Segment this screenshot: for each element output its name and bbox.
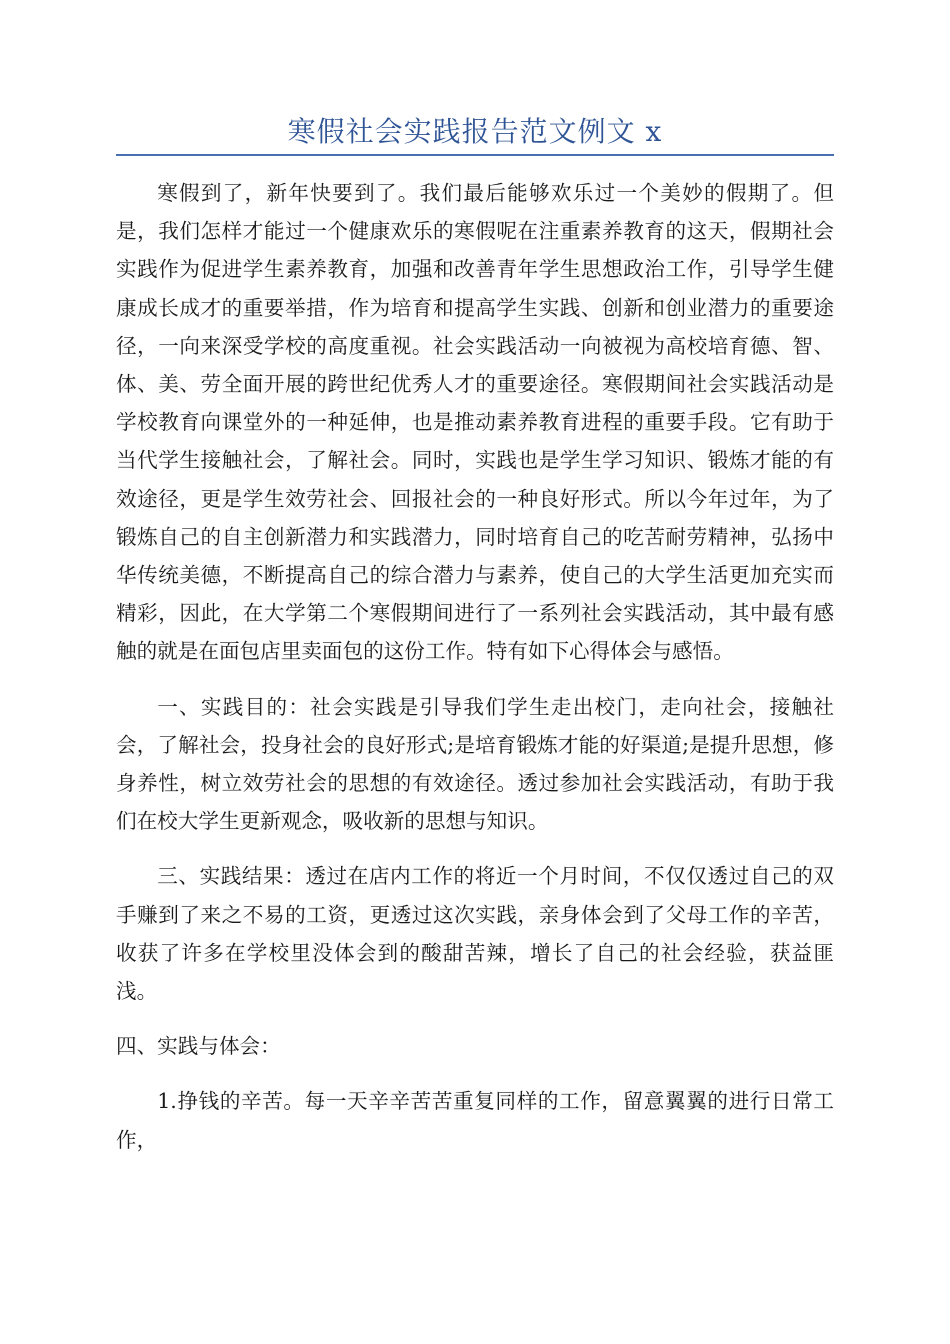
paragraph-results: 三、实践结果：透过在店内工作的将近一个月时间，不仅仅透过自己的双手赚到了来之不易的工资，更透过这次实践，亲身体会到了父母工作的辛苦，收获了许多在学校里没体会到的酸甜苦辣，增长了自己的社会经验，获益匪浅。 <box>116 864 834 1004</box>
document-title: 寒假社会实践报告范文例文 x <box>287 115 663 148</box>
title-underline <box>116 154 834 156</box>
paragraph-intro: 寒假到了，新年快要到了。我们最后能够欢乐过一个美妙的假期了。但是，我们怎样才能过一个健康欢乐的寒假呢在注重素养教育的这天，假期社会实践作为促进学生素养教育，加强和改善青年学生思想政治工作，引导学生健康成长成才的重要举措，作为培育和提高学生实践、创新和创业潜力的重要途径，一向来深受学校的高度重视。社会实践活动一向被视为高校培育德、智、体、美、劳全面开展的跨世纪优秀人才的重要途径。寒假期间社会实践活动是学校教育向课堂外的一种延伸，也是推动素养教育进程的重要手段。它有助于当代学生接触社会，了解社会。同时，实践也是学生学习知识、锻炼才能的有效途径，更是学生效劳社会、回报社会的一种良好形式。所以今年过年，为了锻炼自己的自主创新潜力和实践潜力，同时培育自己的吃苦耐劳精神，弘扬中华传统美德，不断提高自己的综合潜力与素养，使自己的大学生活更加充实而精彩，因此，在大学第二个寒假期间进行了一系列社会实践活动，其中最有感触的就是在面包店里卖面包的这份工作。特有如下心得体会与感悟。 <box>116 181 834 664</box>
document-body <box>116 174 834 1159</box>
section-heading-experience: 四、实践与体会： <box>116 1034 281 1059</box>
paragraph-point-1: 1.挣钱的辛苦。每一天辛辛苦苦重复同样的工作，留意翼翼的进行日常工作， <box>116 1089 834 1152</box>
paragraph-purpose: 一、实践目的：社会实践是引导我们学生走出校门，走向社会，接触社会，了解社会，投身社会的良好形式;是培育锻炼才能的好渠道;是提升思想，修身养性，树立效劳社会的思想的有效途径。透过参加社会实践活动，有助于我们在校大学生更新观念，吸收新的思想与知识。 <box>116 694 834 834</box>
